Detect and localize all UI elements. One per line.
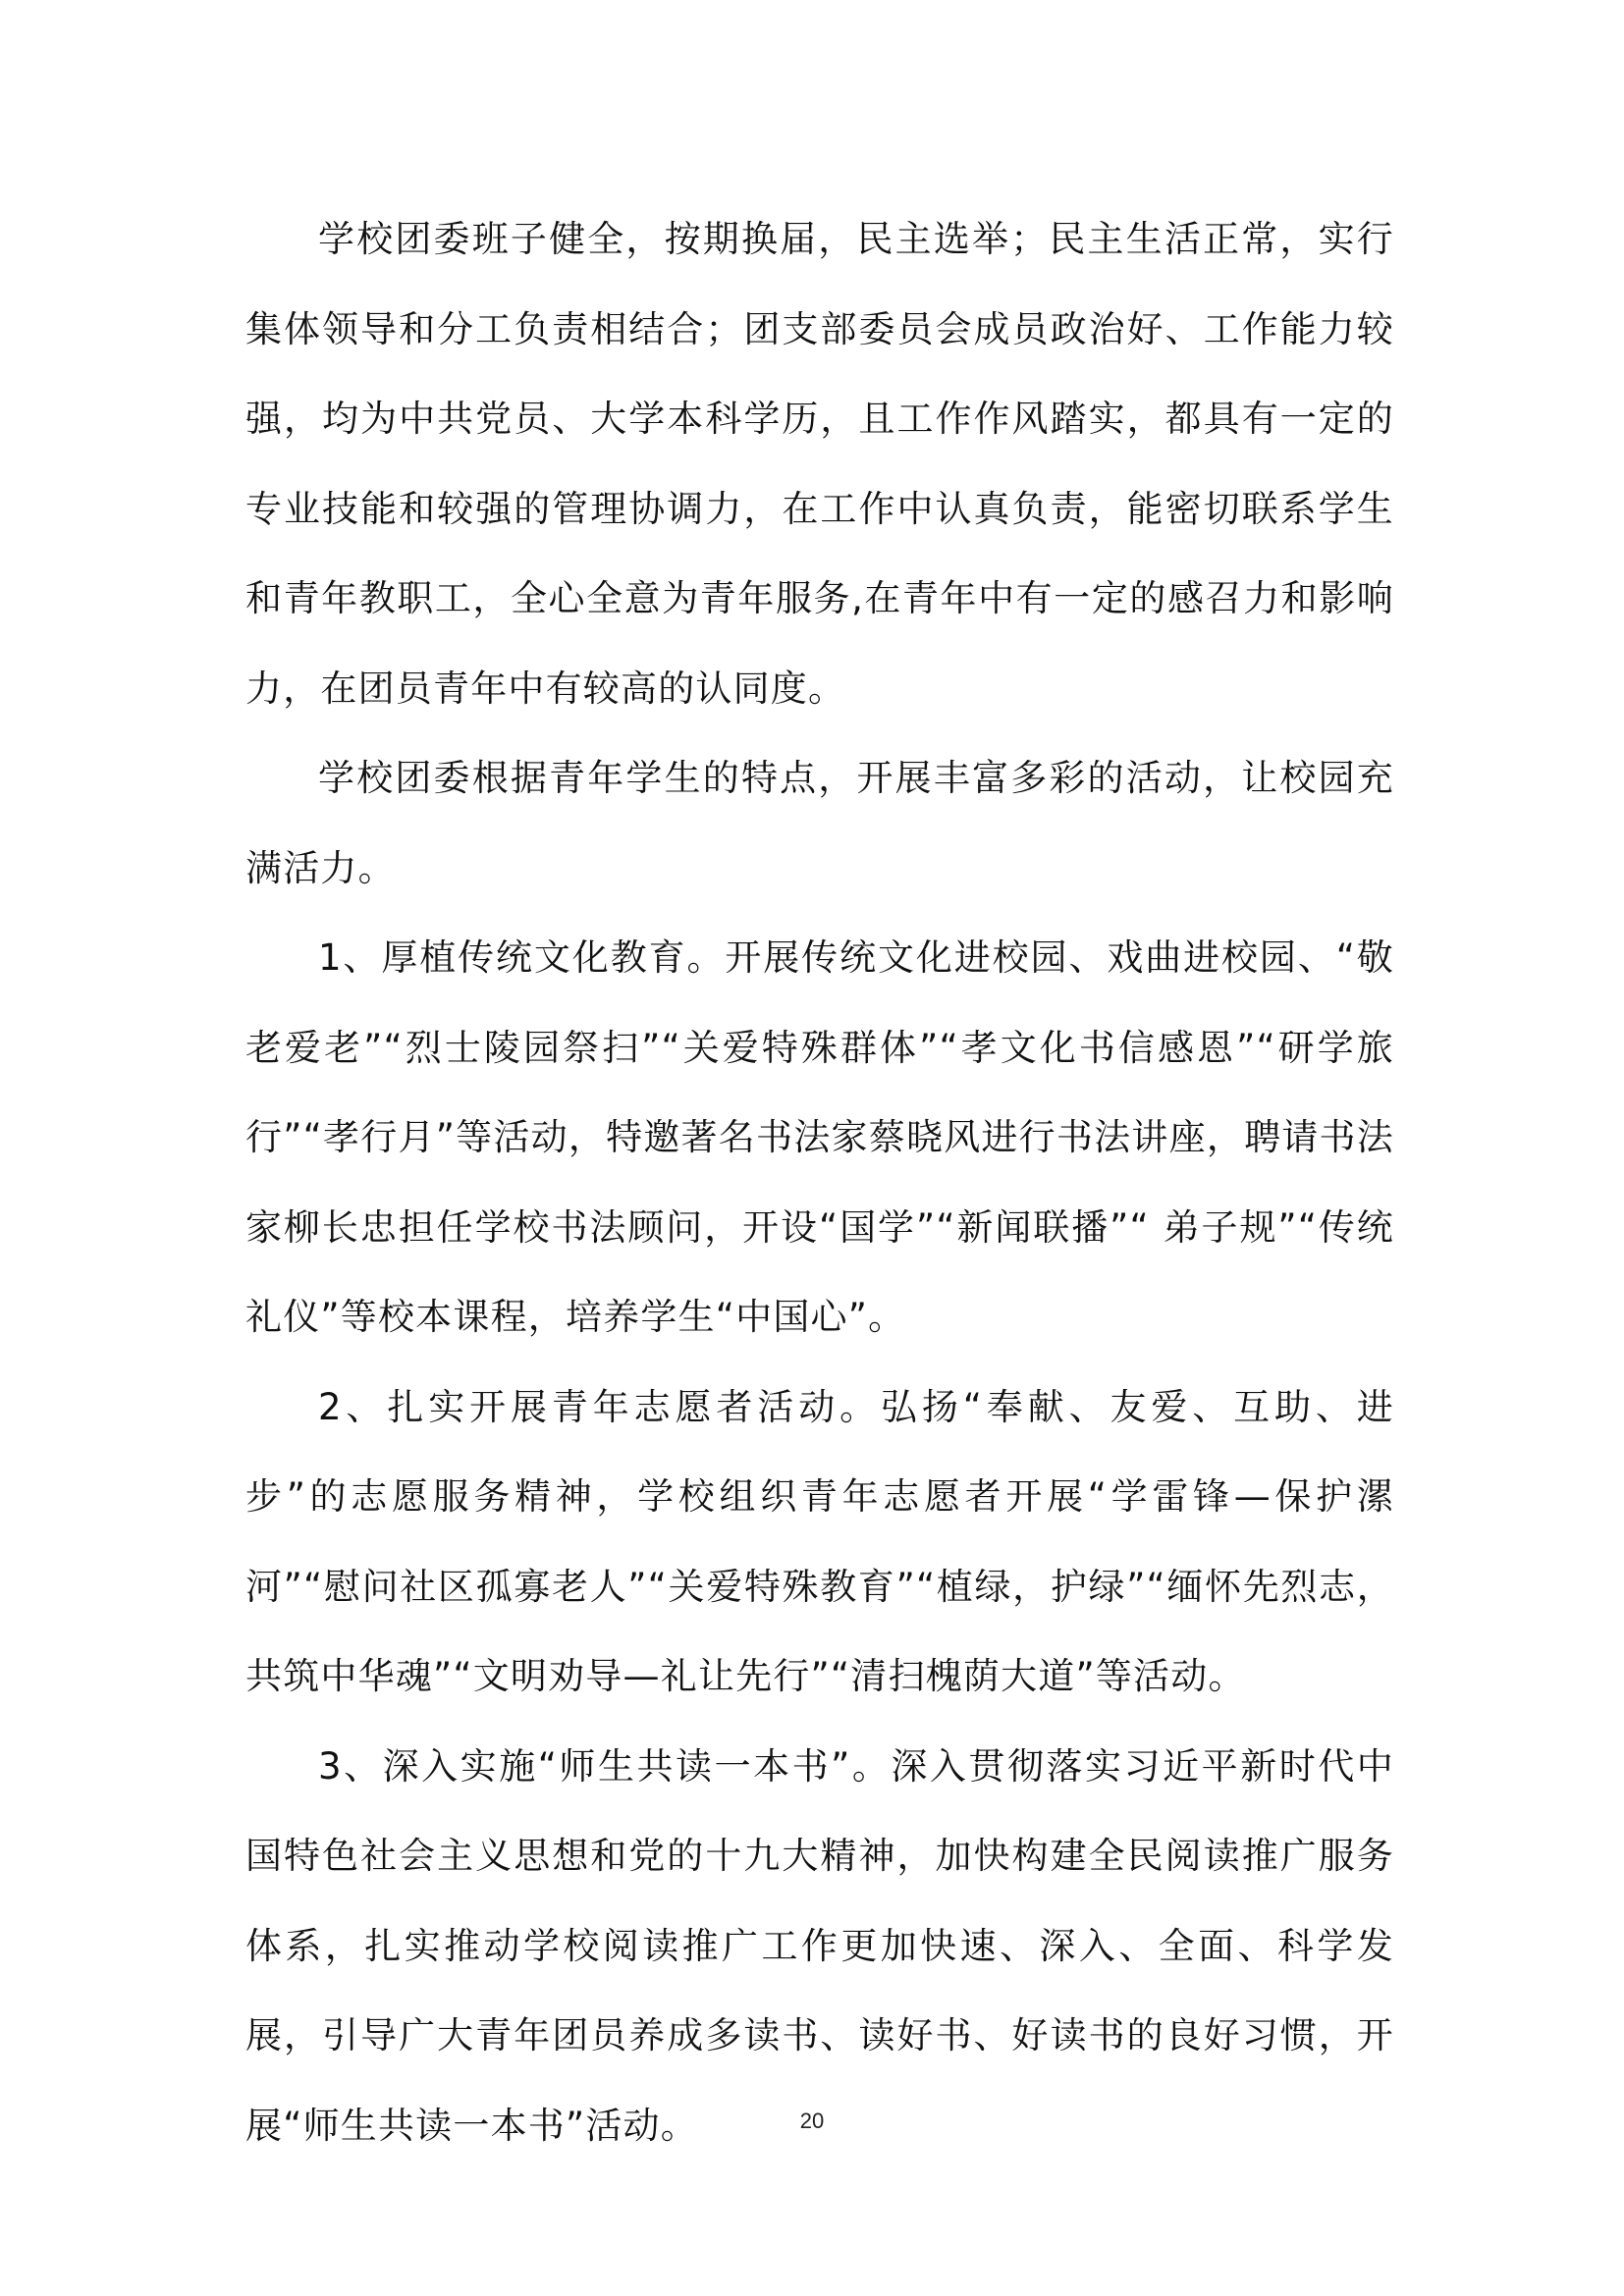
- paragraph-volunteer-activities: 2、扎实开展青年志愿者活动。弘扬“奉献、友爱、互助、进步”的志愿服务精神，学校组织青年志愿者开展“学雷锋—保护漯河”“慰问社区孤寡老人”“关爱特殊教育”“植绿，护绿”“缅怀先烈志，共筑中华魂”“文明劝导—礼让先行”“清扫槐荫大道”等活动。: [245, 1385, 1394, 1697]
- paragraph-activities-intro: 学校团委根据青年学生的特点，开展丰富多彩的活动，让校园充满活力。: [245, 757, 1394, 889]
- document-body: [245, 194, 1394, 2170]
- paragraph-team-committee: 学校团委班子健全，按期换届，民主选举；民主生活正常，实行集体领导和分工负责相结合；团支部委员会成员政治好、工作能力较强，均为中共党员、大学本科学历，且工作作风踏实，都具有一定的专业技能和较强的管理协调力，在工作中认真负责，能密切联系学生和青年教职工，全心全意为青年服务,在青年中有一定的感召力和影响力，在团员青年中有较高的认同度。: [245, 218, 1394, 710]
- paragraph-shared-reading: 3、深入实施“师生共读一本书”。深入贯彻落实习近平新时代中国特色社会主义思想和党的十九大精神，加快构建全民阅读推广服务体系，扎实推动学校阅读推广工作更加快速、深入、全面、科学发展，引导广大青年团员养成多读书、读好书、好读书的良好习惯，开展“师生共读一本书”活动。: [245, 1744, 1394, 2147]
- paragraph-traditional-culture: 1、厚植传统文化教育。开展传统文化进校园、戏曲进校园、“敬老爱老”“烈士陵园祭扫”“关爱特殊群体”“孝文化书信感恩”“研学旅行”“孝行月”等活动，特邀著名书法家蔡晓风进行书法讲座，聘请书法家柳长忠担任学校书法顾问，开设“国学”“新闻联播”“ 弟子规”“传统礼仪”等校本课程，培养学生“中国心”。: [245, 936, 1394, 1338]
- page-number: 20: [799, 2109, 825, 2133]
